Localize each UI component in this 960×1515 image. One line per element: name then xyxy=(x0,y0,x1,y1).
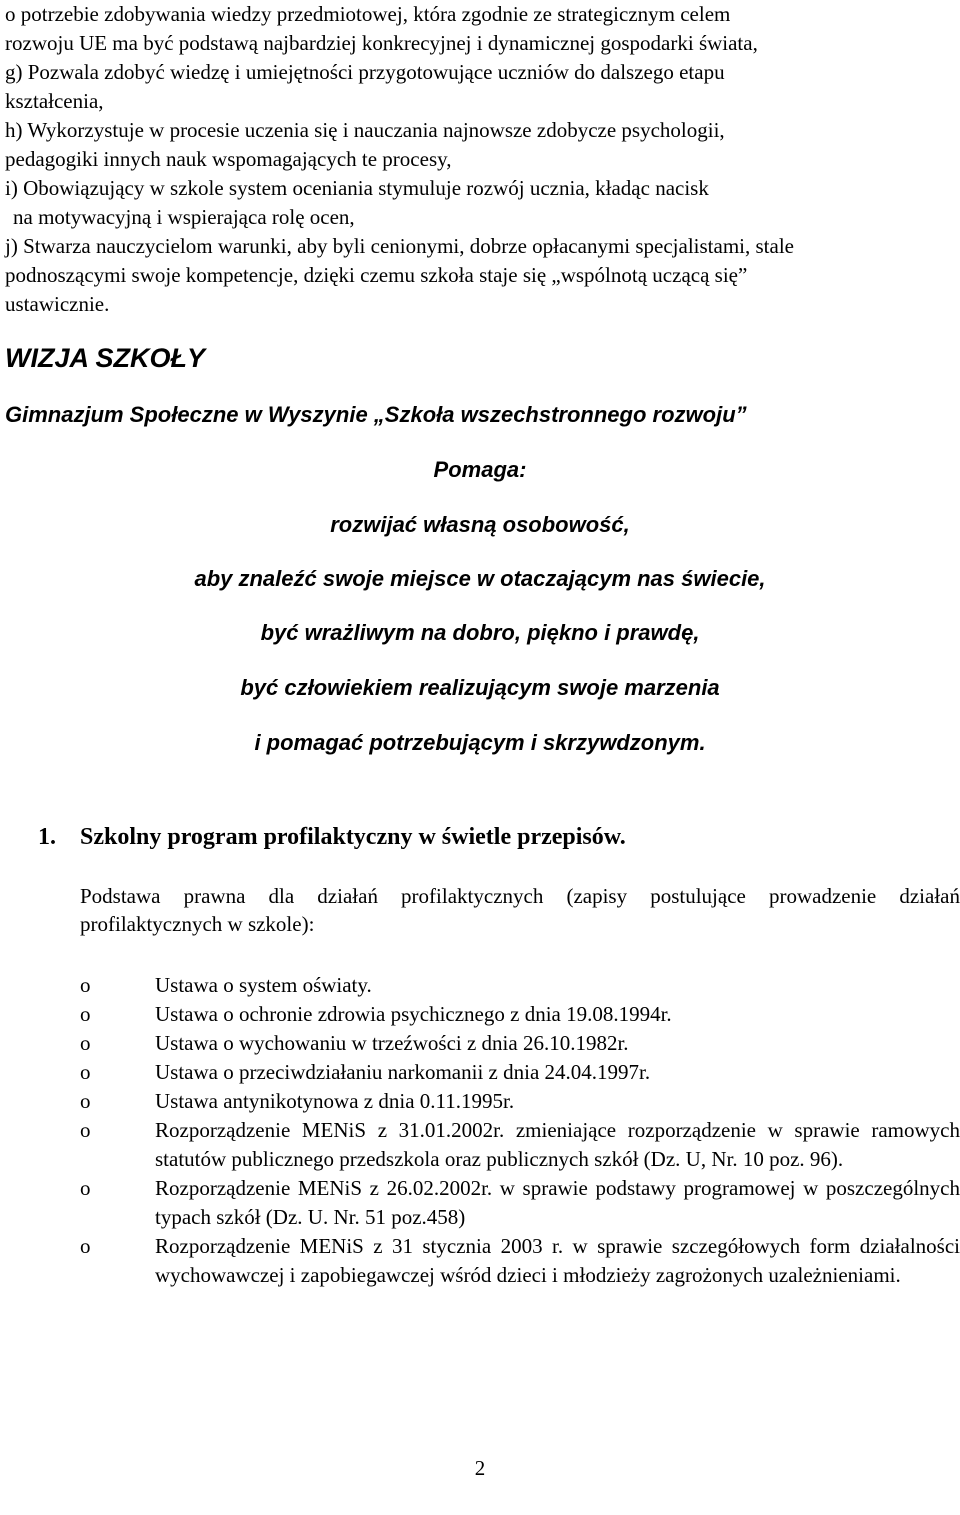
bullet-icon: o xyxy=(80,1089,91,1113)
list-item-text: Ustawa antynikotynowa z dnia 0.11.1995r. xyxy=(155,1089,515,1113)
legal-basis-paragraph: Podstawa prawna dla działań profilaktycznych (zapisy postulujące prowadzenie działań profilaktycznych w szkole): xyxy=(80,884,960,936)
list-item xyxy=(80,971,960,1000)
list-item-text: Rozporządzenie MENiS z 26.02.2002r. w sprawie podstawy programowej w poszczególnych typach szkół (Dz. U. Nr. 51 poz.458) xyxy=(155,1176,960,1229)
vision-title: WIZJA SZKOŁY xyxy=(5,343,205,373)
list-item xyxy=(80,1058,960,1087)
intro-line: kształcenia, xyxy=(5,89,104,113)
section-number: 1. xyxy=(38,824,56,850)
bullet-icon: o xyxy=(80,1234,91,1258)
list-item xyxy=(80,1087,960,1116)
intro-line: podnoszącymi swoje kompetencje, dzięki czemu szkoła staje się „wspólnotą uczącą się” xyxy=(5,263,748,287)
bullet-icon: o xyxy=(80,1118,91,1142)
intro-line: rozwoju UE ma być podstawą najbardziej konkrecyjnej i dynamicznej gospodarki świata, xyxy=(5,31,758,55)
list-item-text: Ustawa o wychowaniu w trzeźwości z dnia 26.10.1982r. xyxy=(155,1031,629,1055)
intro-line: g) Pozwala zdobyć wiedzę i umiejętności przygotowujące uczniów do dalszego etapu xyxy=(5,60,725,84)
bullet-icon: o xyxy=(80,1060,91,1084)
section-heading xyxy=(38,822,626,852)
vision-subtitle: Gimnazjum Społeczne w Wyszynie „Szkoła wszechstronnego rozwoju” xyxy=(5,402,747,427)
intro-line: ustawicznie. xyxy=(5,292,110,316)
section-title: Szkolny program profilaktyczny w świetle przepisów. xyxy=(80,824,626,850)
page-number: 2 xyxy=(474,1456,486,1480)
bullet-icon: o xyxy=(80,1176,91,1200)
list-item-text: Rozporządzenie MENiS z 31 stycznia 2003 r. w sprawie szczegółowych form działalności wychowawczej i zapobiegawczej wśród dzieci i młodzieży zagrożonych uzależnieniami. xyxy=(155,1234,960,1287)
list-item-text: Ustawa o przeciwdziałaniu narkomanii z dnia 24.04.1997r. xyxy=(155,1060,651,1084)
vision-line: Pomaga: xyxy=(433,457,527,482)
vision-line: być wrażliwym na dobro, piękno i prawdę, xyxy=(260,620,700,645)
bullet-icon: o xyxy=(80,973,91,997)
list-item xyxy=(80,1000,960,1029)
vision-line: być człowiekiem realizującym swoje marzenia xyxy=(240,675,720,700)
list-item xyxy=(80,1232,960,1290)
list-item-text: Ustawa o system oświaty. xyxy=(155,973,372,997)
intro-line: na motywacyjną i wspierająca rolę ocen, xyxy=(13,205,355,229)
vision-line: aby znaleźć swoje miejsce w otaczającym nas świecie, xyxy=(194,566,766,591)
list-item xyxy=(80,1029,960,1058)
list-item-text: Ustawa o ochronie zdrowia psychicznego z dnia 19.08.1994r. xyxy=(155,1002,672,1026)
vision-line: rozwijać własną osobowość, xyxy=(330,512,630,537)
intro-line: i) Obowiązujący w szkole system oceniania stymuluje rozwój ucznia, kładąc nacisk xyxy=(5,176,709,200)
intro-line: o potrzebie zdobywania wiedzy przedmiotowej, która zgodnie ze strategicznym celem xyxy=(5,2,731,26)
vision-line: i pomagać potrzebującym i skrzywdzonym. xyxy=(254,730,706,755)
bullet-icon: o xyxy=(80,1031,91,1055)
intro-line: pedagogiki innych nauk wspomagających te procesy, xyxy=(5,147,452,171)
intro-line: j) Stwarza nauczycielom warunki, aby byli cenionymi, dobrze opłacanymi specjalistami, stale xyxy=(5,234,794,258)
intro-line: h) Wykorzystuje w procesie uczenia się i nauczania najnowsze zdobycze psychologii, xyxy=(5,118,725,142)
legal-acts-list xyxy=(80,971,960,1290)
bullet-icon: o xyxy=(80,1002,91,1026)
list-item xyxy=(80,1174,960,1232)
list-item xyxy=(80,1116,960,1174)
list-item-text: Rozporządzenie MENiS z 31.01.2002r. zmieniające rozporządzenie w sprawie ramowych statutów publicznego przedszkola oraz publicznych szkół (Dz. U, Nr. 10 poz. 96). xyxy=(155,1118,960,1171)
